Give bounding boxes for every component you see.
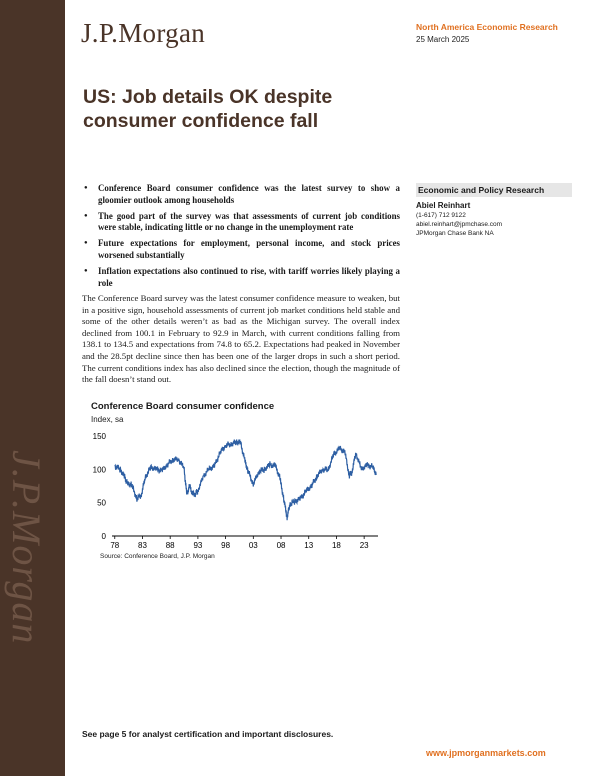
author-phone: (1-617) 712 9122 [416,212,466,219]
report-title: US: Job details OK despite consumer confidence fall [83,86,333,132]
author-email[interactable]: abiel.reinhart@jpmchase.com [416,221,503,228]
y-tick-label: 50 [97,498,106,508]
report-date: 25 March 2025 [416,35,470,44]
key-point: ● Inflation expectations also continued to rise, with tariff worries likely playing a role [82,266,400,289]
department-label: Economic and Policy Research [416,183,572,197]
x-tick-label: 13 [304,541,314,550]
confidence-index-line [115,440,377,521]
brand-logo: J.P.Morgan [81,18,206,48]
x-tick-label: 93 [193,541,203,550]
chart-subtitle: Index, sa [91,415,124,424]
x-tick-label: 23 [359,541,369,550]
x-tick-label: 03 [248,541,258,550]
research-series: North America Economic Research [416,22,558,32]
x-tick-label: 08 [276,541,286,550]
brand-sidebar [0,0,65,776]
key-point: ● The good part of the survey was that assessments of current job conditions were stable, indicating little or no change in the unemployment rate [82,211,400,234]
key-points-list [82,183,400,294]
chart-source: Source: Conference Board, J.P. Morgan [100,553,215,560]
x-tick-label: 98 [221,541,231,550]
chart-title: Conference Board consumer confidence [91,401,275,412]
y-tick-label: 0 [101,532,106,541]
sidebar-watermark-logo: J.P.Morgan [4,450,49,645]
y-tick-label: 150 [92,432,106,441]
x-tick-label: 88 [165,541,175,550]
x-tick-label: 78 [110,541,120,550]
author-bank: JPMorgan Chase Bank NA [416,230,494,237]
body-paragraph: The Conference Board survey was the latest consumer confidence measure to weaken, but in a positive sign, household assessments of current job market conditions held stable and some of the other details weren’t as bad as the Michigan survey. The overall index declined from 100.1 in February to 92.9 in March, with current conditions falling from 138.1 to 134.5 and expectations from 74.8 to 65.2. Expectations had peaked in November and the 28.5pt decline since then has been one of the larger drops in such a short period. The current conditions index has also declined since the election, though the magnitude of the fall doesn’t stand out. [82,293,400,385]
x-tick-label: 83 [138,541,147,550]
x-tick-label: 18 [331,541,341,550]
key-point: ● Future expectations for employment, personal income, and stock prices worsened substantially [82,238,400,261]
author-name: Abiel Reinhart [416,201,471,210]
markets-website-link[interactable]: www.jpmorganmarkets.com [426,748,546,758]
author-box [416,183,572,237]
report-header [416,22,558,44]
y-tick-label: 100 [92,465,106,475]
key-point: ● Conference Board consumer confidence was the latest survey to show a gloomier outlook among households [82,183,400,206]
confidence-line-chart [86,428,386,568]
disclosure-note: See page 5 for analyst certification and important disclosures. [82,729,334,739]
